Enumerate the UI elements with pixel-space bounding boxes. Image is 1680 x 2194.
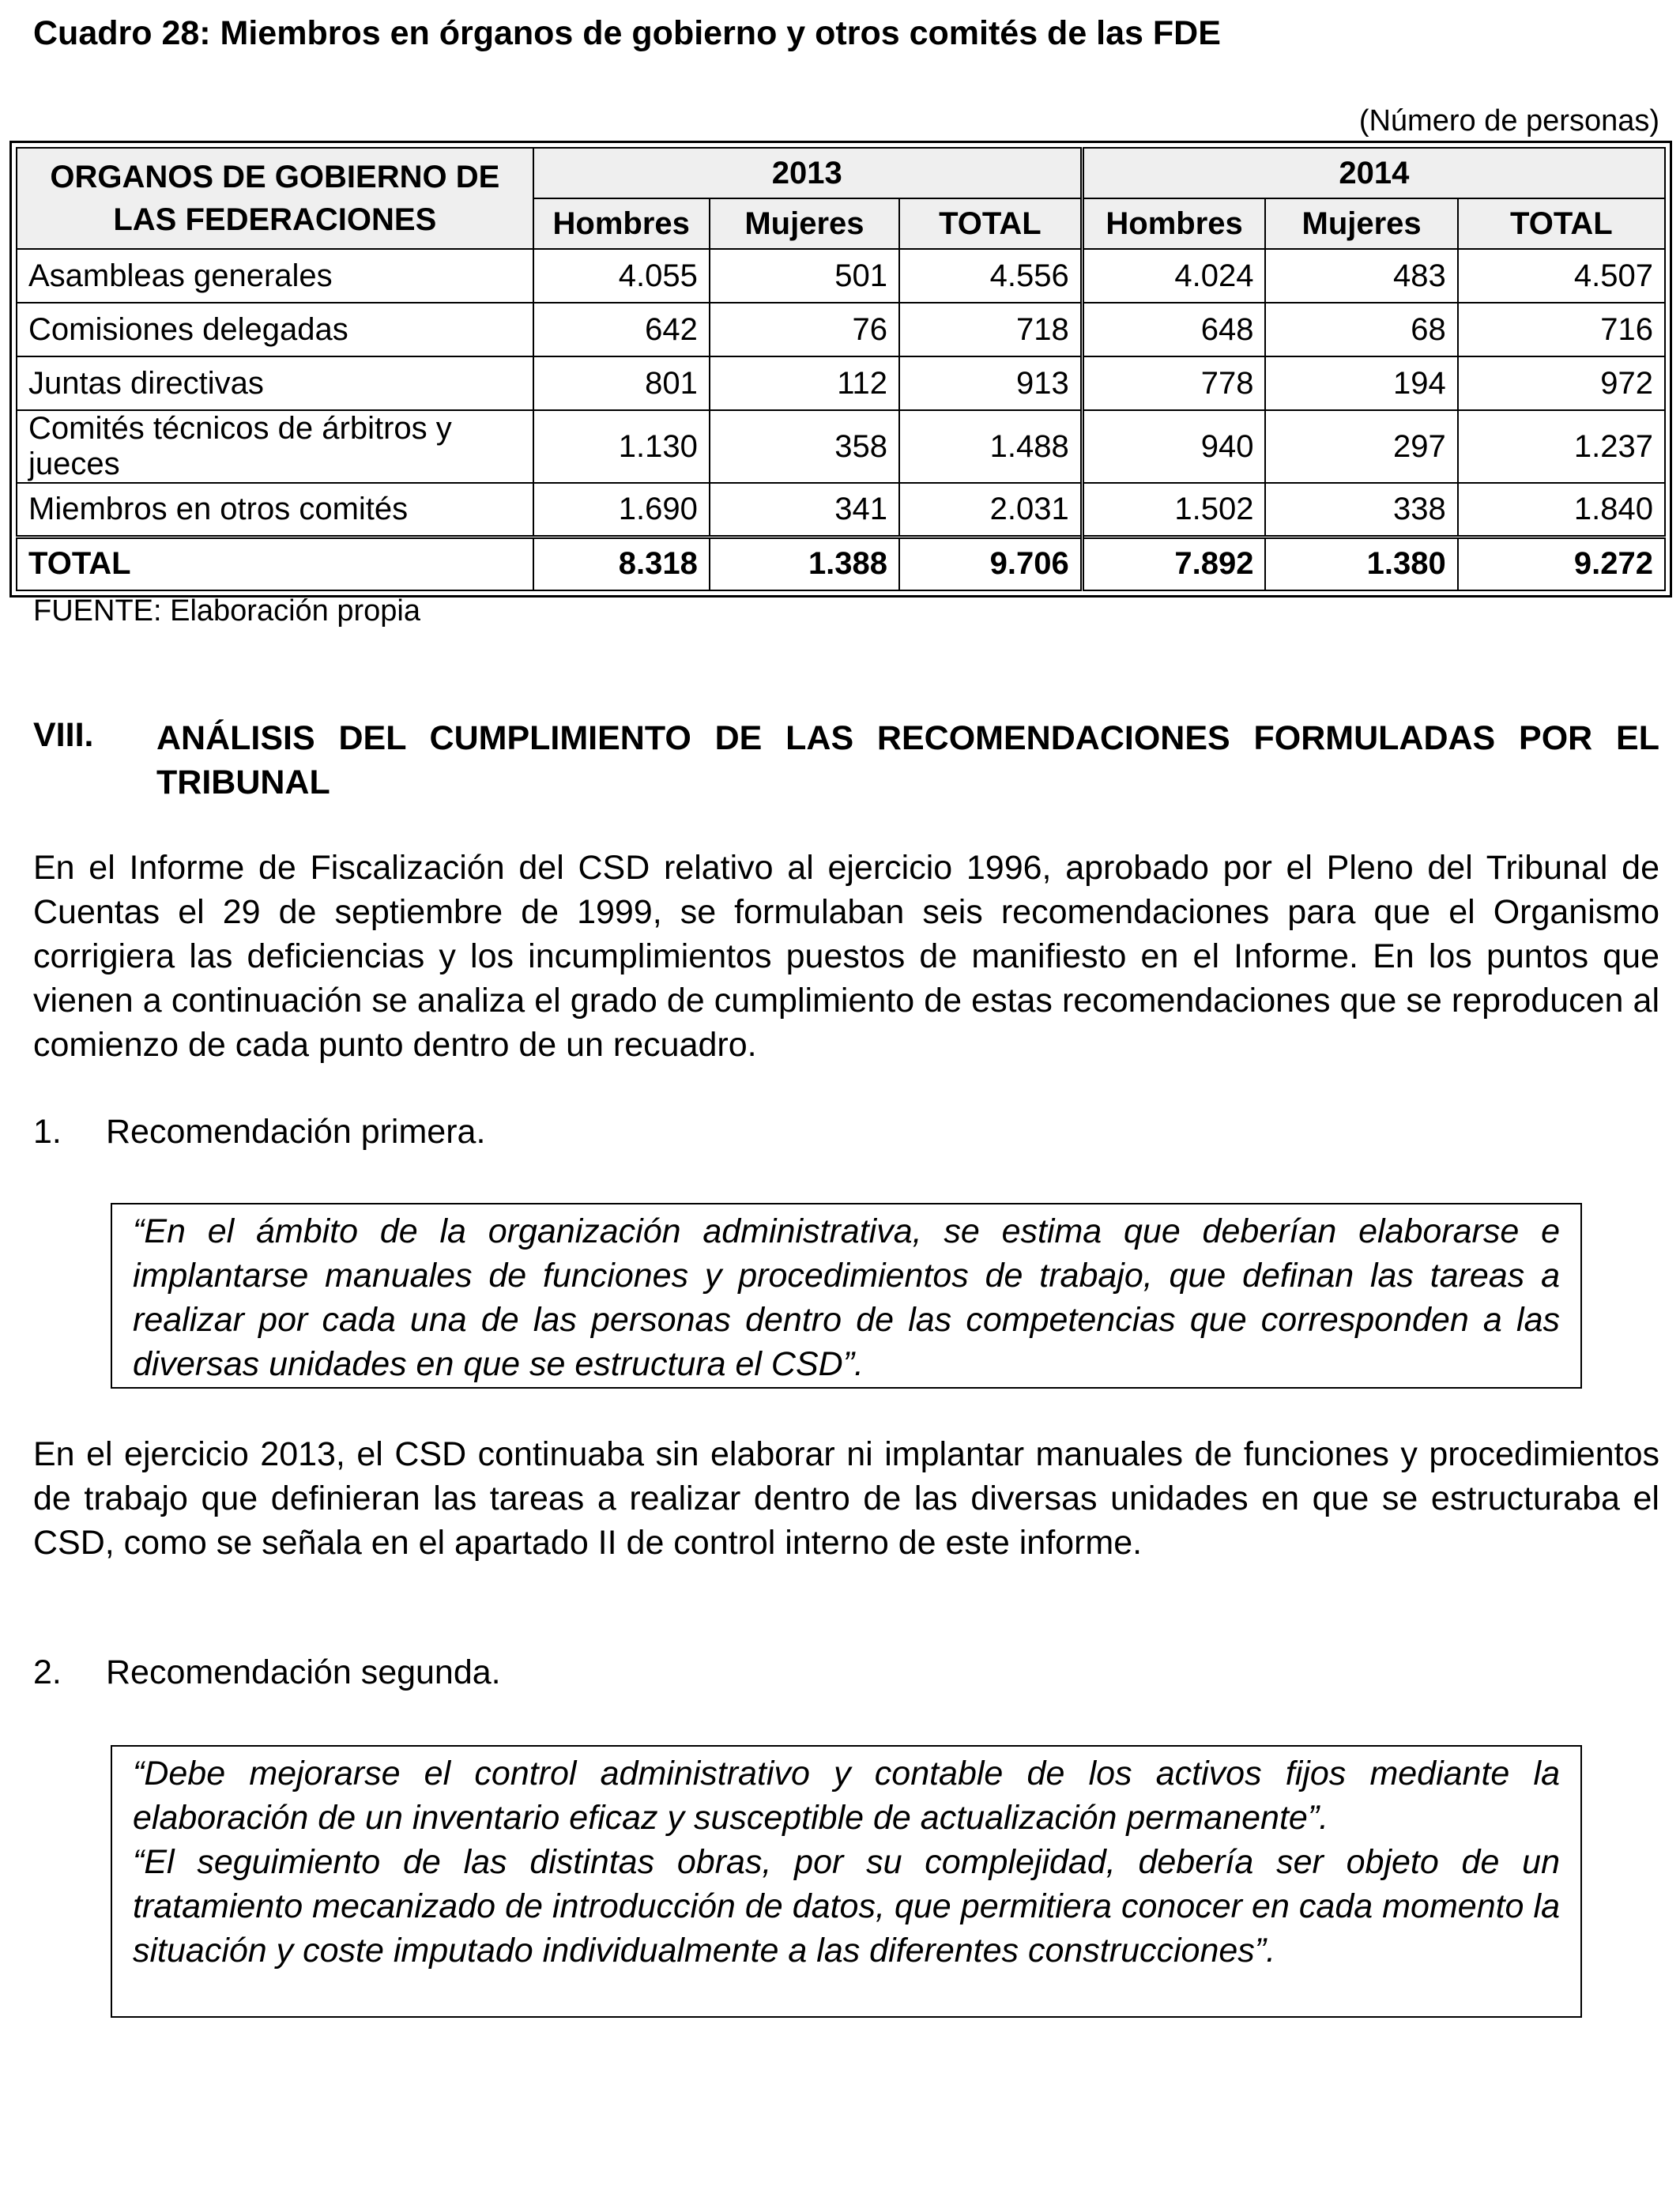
cell: 4.024 [1082, 249, 1265, 303]
table-row [17, 410, 1665, 483]
cell: 642 [533, 303, 710, 356]
total-cell: 9.706 [899, 537, 1082, 590]
table-row [17, 356, 1665, 410]
cell: 338 [1265, 483, 1457, 537]
cell: 68 [1265, 303, 1457, 356]
col-header: TOTAL [899, 198, 1082, 249]
cell: 341 [710, 483, 899, 537]
members-table [16, 147, 1666, 591]
row-label: Asambleas generales [17, 249, 533, 303]
year-header-2013: 2013 [533, 148, 1083, 198]
table-title: Cuadro 28: Miembros en órganos de gobierno y otros comités de las FDE [33, 14, 1221, 52]
intro-paragraph: En el Informe de Fiscalización del CSD relativo al ejercicio 1996, aprobado por el Pleno del Tribunal de Cuentas el 29 de septiembre de 1999, se formulaban seis recomendaciones para que el Organismo corrigiera las deficiencias y los incumplimientos puestos de manifiesto en el Informe. En los puntos que vienen a continuación se analiza el grado de cumplimiento de estas recomendaciones que se reproducen al comienzo de cada punto dentro de un recuadro. [33, 849, 1659, 1064]
cell: 1.690 [533, 483, 710, 537]
cell: 1.840 [1458, 483, 1665, 537]
recommendation-number: 1. [33, 1113, 62, 1151]
section-title: ANÁLISIS DEL CUMPLIMIENTO DE LAS RECOMENDACIONES FORMULADAS POR EL TRIBUNAL [156, 719, 1659, 801]
cell: 1.130 [533, 410, 710, 483]
cell: 940 [1082, 410, 1265, 483]
table-row [17, 303, 1665, 356]
total-cell: 8.318 [533, 537, 710, 590]
recommendation-quote: “El seguimiento de las distintas obras, por su complejidad, debería ser objeto de un tratamiento mecanizado de introducción de datos, que permitiera conocer en cada momento la situación y coste imputado individualmente a las diferentes construcciones”. [133, 1843, 1560, 1970]
table-source: FUENTE: Elaboración propia [33, 594, 420, 628]
cell: 194 [1265, 356, 1457, 410]
row-label: Miembros en otros comités [17, 483, 533, 537]
recommendation-title: Recomendación primera. [106, 1113, 486, 1151]
row-label: Juntas directivas [17, 356, 533, 410]
total-cell: 7.892 [1082, 537, 1265, 590]
cell: 1.488 [899, 410, 1082, 483]
cell: 2.031 [899, 483, 1082, 537]
table-units: (Número de personas) [1358, 104, 1659, 138]
cell: 501 [710, 249, 899, 303]
cell: 76 [710, 303, 899, 356]
cell: 648 [1082, 303, 1265, 356]
cell: 358 [710, 410, 899, 483]
recommendation-quote: “Debe mejorarse el control administrativo y contable de los activos fijos mediante la elaboración de un inventario eficaz y susceptible de actualización permanente”. [133, 1755, 1560, 1837]
recommendation-quote-box [111, 1203, 1582, 1389]
cell: 913 [899, 356, 1082, 410]
recommendation-quote-box [111, 1745, 1582, 2018]
cell: 972 [1458, 356, 1665, 410]
cell: 4.055 [533, 249, 710, 303]
total-cell: 1.388 [710, 537, 899, 590]
table-row [17, 483, 1665, 537]
cell: 4.507 [1458, 249, 1665, 303]
total-cell: 9.272 [1458, 537, 1665, 590]
table-row [17, 249, 1665, 303]
col-header: Hombres [533, 198, 710, 249]
corner-header: ORGANOS DE GOBIERNO DE LAS FEDERACIONES [17, 148, 533, 249]
section-number: VIII. [33, 716, 94, 754]
col-header: Mujeres [710, 198, 899, 249]
total-cell: 1.380 [1265, 537, 1457, 590]
members-table-frame [9, 141, 1672, 598]
row-label: Comisiones delegadas [17, 303, 533, 356]
recommendation-number: 2. [33, 1653, 62, 1691]
cell: 778 [1082, 356, 1265, 410]
cell: 801 [533, 356, 710, 410]
row-label: Comités técnicos de árbitros y jueces [17, 410, 533, 483]
cell: 4.556 [899, 249, 1082, 303]
cell: 1.502 [1082, 483, 1265, 537]
total-row [17, 537, 1665, 590]
total-label: TOTAL [17, 537, 533, 590]
recommendation-quote: “En el ámbito de la organización administrativa, se estima que deberían elaborarse e implantarse manuales de funciones y procedimientos de trabajo, que definan las tareas a realizar por cada una de las personas dentro de las competencias que corresponden a las diversas unidades en que se estructura el CSD”. [133, 1212, 1560, 1383]
col-header: Hombres [1082, 198, 1265, 249]
analysis-paragraph: En el ejercicio 2013, el CSD continuaba sin elaborar ni implantar manuales de funciones y procedimientos de trabajo que definieran las tareas a realizar dentro de las diversas unidades en que se estructuraba el CSD, como se señala en el apartado II de control interno de este informe. [33, 1435, 1659, 1562]
recommendation-title: Recomendación segunda. [106, 1653, 501, 1691]
cell: 718 [899, 303, 1082, 356]
cell: 1.237 [1458, 410, 1665, 483]
cell: 297 [1265, 410, 1457, 483]
cell: 483 [1265, 249, 1457, 303]
cell: 716 [1458, 303, 1665, 356]
col-header: Mujeres [1265, 198, 1457, 249]
year-header-2014: 2014 [1082, 148, 1665, 198]
col-header: TOTAL [1458, 198, 1665, 249]
cell: 112 [710, 356, 899, 410]
